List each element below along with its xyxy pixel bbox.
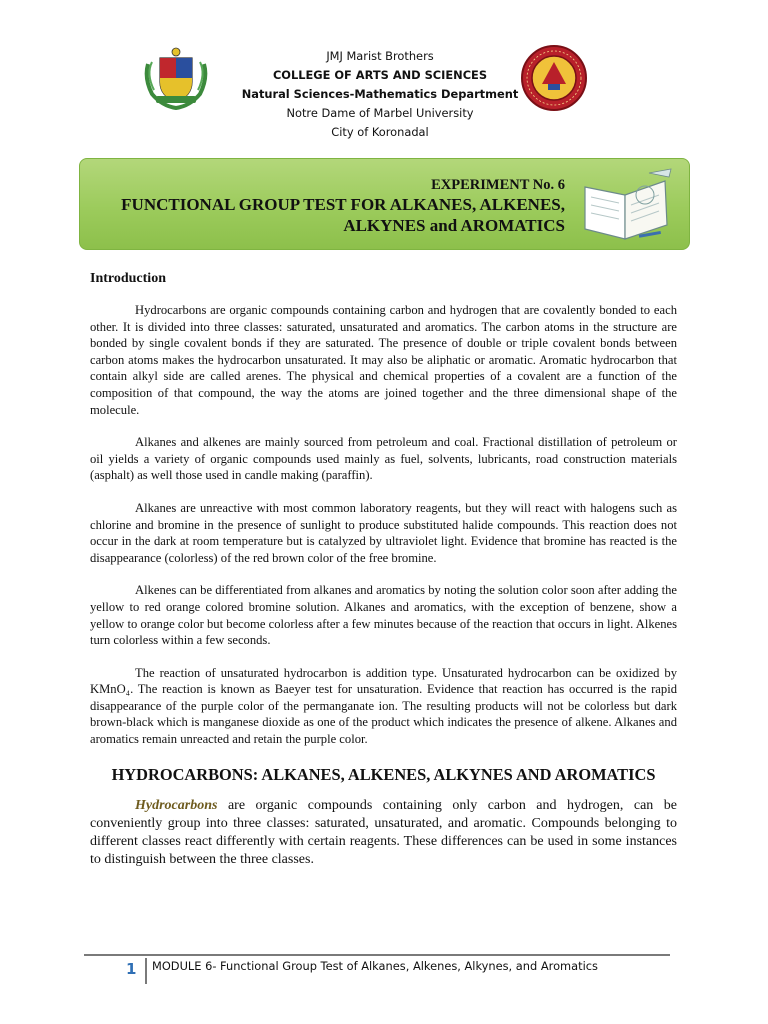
intro-paragraph-5: The reaction of unsaturated hydrocarbon is addition type. Unsaturated hydrocarbon can be oxidized by KMnO₄. The reaction is known as Baeyer test for unsaturation. Evidence that reaction has occurred is the rapid disappearance of the purple color of the permanganate ion. The resulting products will not be colorless but dark brown-black which is manganese dioxide as one of the product which indicates the presence of alkene. Alkanes and aromatics remain unreacted and retain the purple color.	[90, 665, 677, 747]
header-line-4: Notre Dame of Marbel University	[286, 106, 474, 120]
document-header	[0, 44, 768, 144]
hydrocarbons-paragraph	[90, 797, 677, 869]
book-icon	[579, 165, 675, 245]
hydrocarbons-term: Hydrocarbons	[135, 797, 218, 813]
college-seal-icon	[520, 44, 588, 112]
page-number: 1	[126, 960, 137, 978]
intro-paragraph-1: Hydrocarbons are organic compounds containing carbon and hydrogen that are covalently bonded to each other. It is divided into three classes: saturated, unsaturated and aromatics. The carbon atoms in the structure are bonded by single covalent bonds if they are saturated. The presence of double or triple covalent bonds between carbon atoms makes the hydrocarbon unsaturated. It may also be aliphatic or aromatic. Aromatic hydrocarbon that contain alkyl side are called arenes. The physical and chemical properties of a covalent are a function of the composition of that compound, the way the atoms are joined together and the three dimensional shape of the molecule.	[90, 303, 677, 417]
intro-paragraph-4: Alkenes can be differentiated from alkanes and aromatics by noting the solution color soon after adding the yellow to red orange colored bromine solution. Alkanes and aromatics, with the exception of benzene, show a yellow to orange color but become colorless after a few minutes because of the reaction that occurs in light. Alkenes turn colorless within a few seconds.	[90, 583, 677, 648]
hydrocarbons-section-heading: HYDROCARBONS: ALKANES, ALKENES, ALKYNES AND AROMATICS	[111, 764, 656, 784]
experiment-number: EXPERIMENT No. 6	[431, 177, 565, 193]
document-body	[90, 270, 677, 869]
experiment-title-line-1: FUNCTIONAL GROUP TEST FOR ALKANES, ALKENES,	[121, 195, 565, 214]
header-line-1: JMJ Marist Brothers	[326, 49, 434, 63]
university-seal-icon	[142, 44, 210, 112]
footer-module-title: MODULE 6- Functional Group Test of Alkanes, Alkenes, Alkynes, and Aromatics	[152, 959, 598, 973]
institution-header-text	[230, 47, 530, 142]
header-line-3: Natural Sciences-Mathematics Department	[241, 87, 519, 101]
footer-separator	[145, 958, 147, 984]
experiment-title-block	[121, 176, 565, 236]
footer-divider	[84, 954, 670, 956]
experiment-title-line-2: ALKYNES and AROMATICS	[343, 216, 565, 235]
experiment-banner	[79, 158, 690, 250]
header-line-2: COLLEGE OF ARTS AND SCIENCES	[272, 68, 488, 82]
intro-paragraph-2: Alkanes and alkenes are mainly sourced from petroleum and coal. Fractional distillation of petroleum or oil yields a variety of organic compounds used mainly as fuel, solvents, lubricants, road construction materials (asphalt) as well those used in candle making (paraffin).	[90, 435, 677, 483]
intro-paragraph-3: Alkanes are unreactive with most common laboratory reagents, but they will react with halogens such as chlorine and bromine in the presence of sunlight to produce substituted halide compounds. This reaction does not occur in the dark at room temperature but is catalyzed by ultraviolet light. Evidence that bromine has reacted is the disappearance (colorless) of the red brown color of the free bromine.	[90, 500, 677, 565]
header-line-5: City of Koronadal	[331, 125, 429, 139]
introduction-heading: Introduction	[90, 271, 166, 286]
hydrocarbons-paragraph-text: are organic compounds containing only carbon and hydrogen, can be conveniently group into three classes: saturated, unsaturated, and aromatic. Compounds belonging to different classes react differently with certain reagents. These differences can be used in some instances to distinguish between the three classes.	[90, 797, 677, 867]
